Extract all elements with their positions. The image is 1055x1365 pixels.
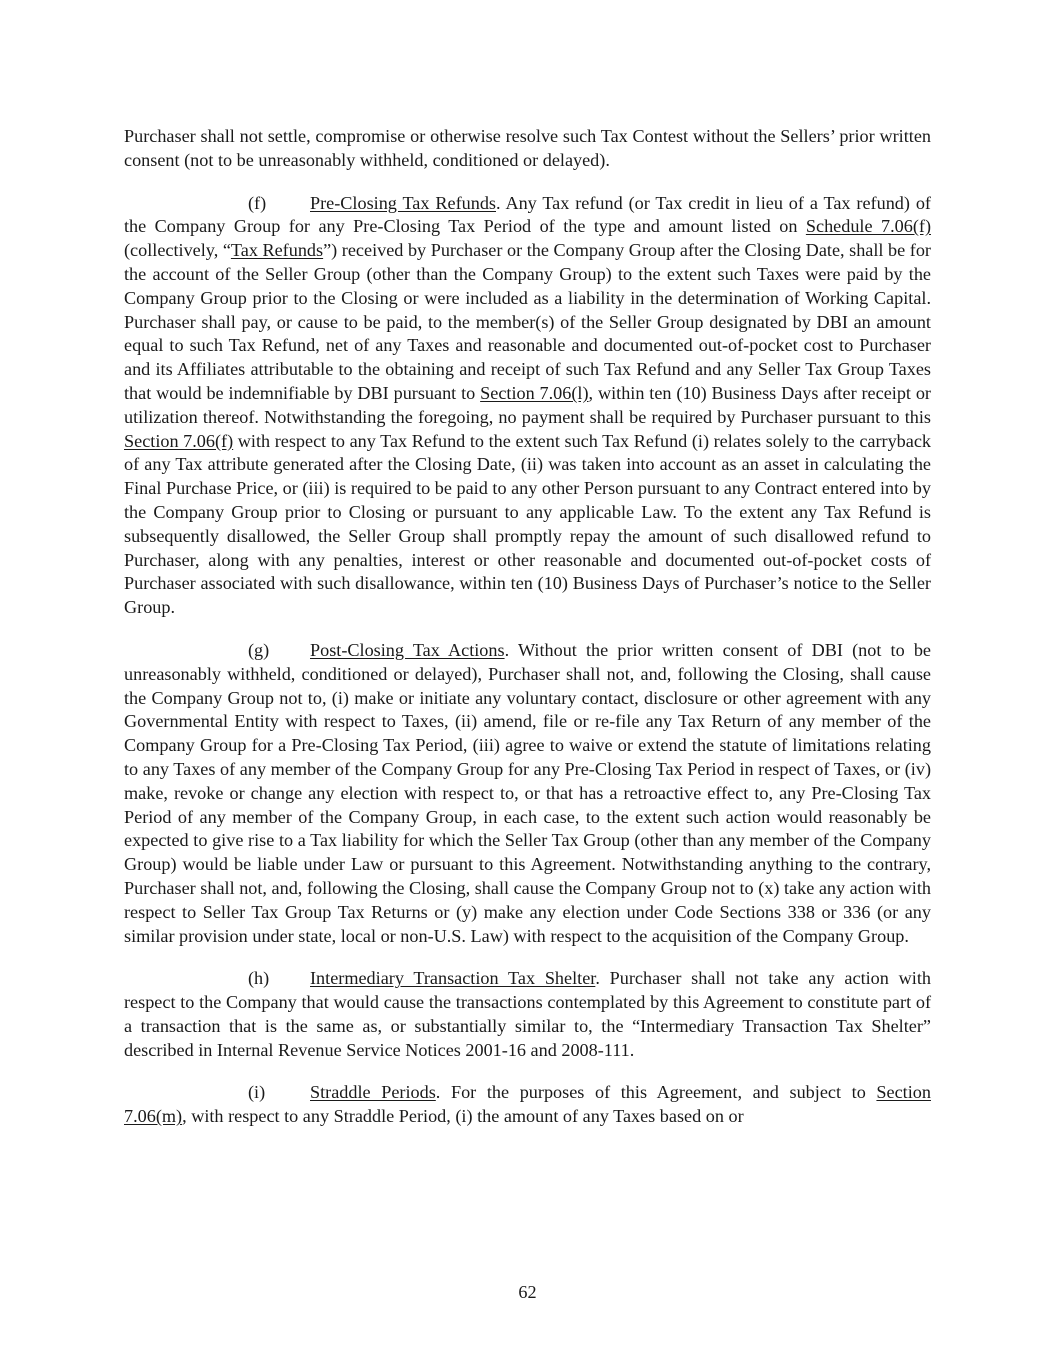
section-h-heading: Intermediary Transaction Tax Shelter [310,968,596,989]
section-h-label: (h) [248,968,270,989]
section-f-text-2: (collectively, “ [124,240,231,261]
section-f-text-5: with respect to any Tax Refund to the extent such Tax Refund (i) relates solely to the carryback of any Tax attribute generated after the Closing Date, (ii) was taken into account as an asset in calculating the Final Purchase Price, or (iii) is required to be paid to any other Person pursuant to any Contract entered into by the Company Group prior to Closing or pursuant to any applicable Law. To the extent any Tax Refund is subsequently disallowed, the Seller Group shall promptly repay the amount of such disallowed refund to Purchaser, along with any penalties, interest or other reasonable and documented out-of-pocket costs of Purchaser associated with such disallowance, within ten (10) Business Days of Purchaser’s notice to the Seller Group. [124,430,932,618]
section-i-text-1: . For the purposes of this Agreement, and subject to [435,1082,877,1103]
section-f-text-4: , within ten (10) Business Days after receipt or utilization thereof. Notwithstanding the foregoing, no payment shall be required by Purchaser pursuant to this [124,382,931,427]
page-number: 62 [518,1282,537,1302]
section-i-label: (i) [248,1082,266,1103]
section-ref-f: Section 7.06(f) [124,430,234,451]
schedule-ref: Schedule 7.06(f) [805,216,931,237]
section-f-paragraph [124,192,931,620]
section-h-text: . Purchaser shall not take any action with respect to the Company that would cause the transactions contemplated by this Agreement to constitute part of a transaction that is the same as, or substantially similar to, the “Intermediary Transaction Tax Shelter” described in Internal Revenue Service Notices 2001-16 and 2008-111. [124,968,931,1060]
section-ref-l: Section 7.06(l) [480,382,589,403]
section-i-text-2: , with respect to any Straddle Period, (i) the amount of any Taxes based on or [182,1106,744,1127]
section-f-text-1: . Any Tax refund (or Tax credit in lieu of a Tax refund) of the Company Group for any Pre-Closing Tax Period of the type and amount listed on [124,192,931,237]
continued-paragraph: Purchaser shall not settle, compromise or otherwise resolve such Tax Contest without the Sellers’ prior written consent (not to be unreasonably withheld, conditioned or delayed). [124,126,931,170]
section-i-paragraph [124,1081,931,1129]
section-g-heading: Post-Closing Tax Actions [310,639,505,660]
section-h-paragraph [124,967,931,1062]
defined-term-tax-refunds: Tax Refunds [230,240,324,261]
section-f-label: (f) [248,192,267,213]
section-g-label: (g) [248,639,270,660]
section-g-paragraph [124,639,931,948]
section-ref-m: Section 7.06(m) [124,1082,931,1127]
section-f-heading: Pre-Closing Tax Refunds [310,192,496,213]
section-i-heading: Straddle Periods [310,1082,436,1103]
section-f-text-3: ”) received by Purchaser or the Company Group after the Closing Date, shall be for the account of the Seller Group (other than the Company Group) to the extent such Taxes were paid by the Company Group prior to the Closing or were included as a liability in the determination of Working Capital. Purchaser shall pay, or cause to be paid, to the member(s) of the Seller Group designated by DBI an amount equal to such Tax Refund, net of any Taxes and reasonable and documented out-of-pocket cost to Purchaser and its Affiliates attributable to the obtaining and receipt of such Tax Refund and any Seller Tax Group Taxes that would be indemnifiable by DBI pursuant to [124,240,931,403]
section-g-text: . Without the prior written consent of DBI (not to be unreasonably withheld, conditioned or delayed), Purchaser shall not, and, following the Closing, shall cause the Company Group not to, (i) make or initiate any voluntary contact, disclosure or other agreement with any Governmental Entity with respect to Taxes, (ii) amend, file or re-file any Tax Return of any member of the Company Group for a Pre-Closing Tax Period, (iii) agree to waive or extend the statute of limitations relating to any Taxes of any member of the Company Group for any Pre-Closing Tax Period in respect of Taxes, or (iv) make, revoke or change any election with respect to, or that has a retroactive effect to, any Pre-Closing Tax Period of any member of the Company Group, in each case, to the extent such action would reasonably be expected to give rise to a Tax liability for which the Seller Tax Group (other than any member of the Company Group) would be liable under Law or pursuant to this Agreement. Notwithstanding anything to the contrary, Purchaser shall not, and, following the Closing, shall cause the Company Group not to (x) take any action with respect to Seller Tax Group Tax Returns or (y) make any election under Code Sections 338 or 336 (or any similar provision under state, local or non-U.S. Law) with respect to the acquisition of the Company Group. [124,639,932,946]
document-body [124,125,931,1129]
